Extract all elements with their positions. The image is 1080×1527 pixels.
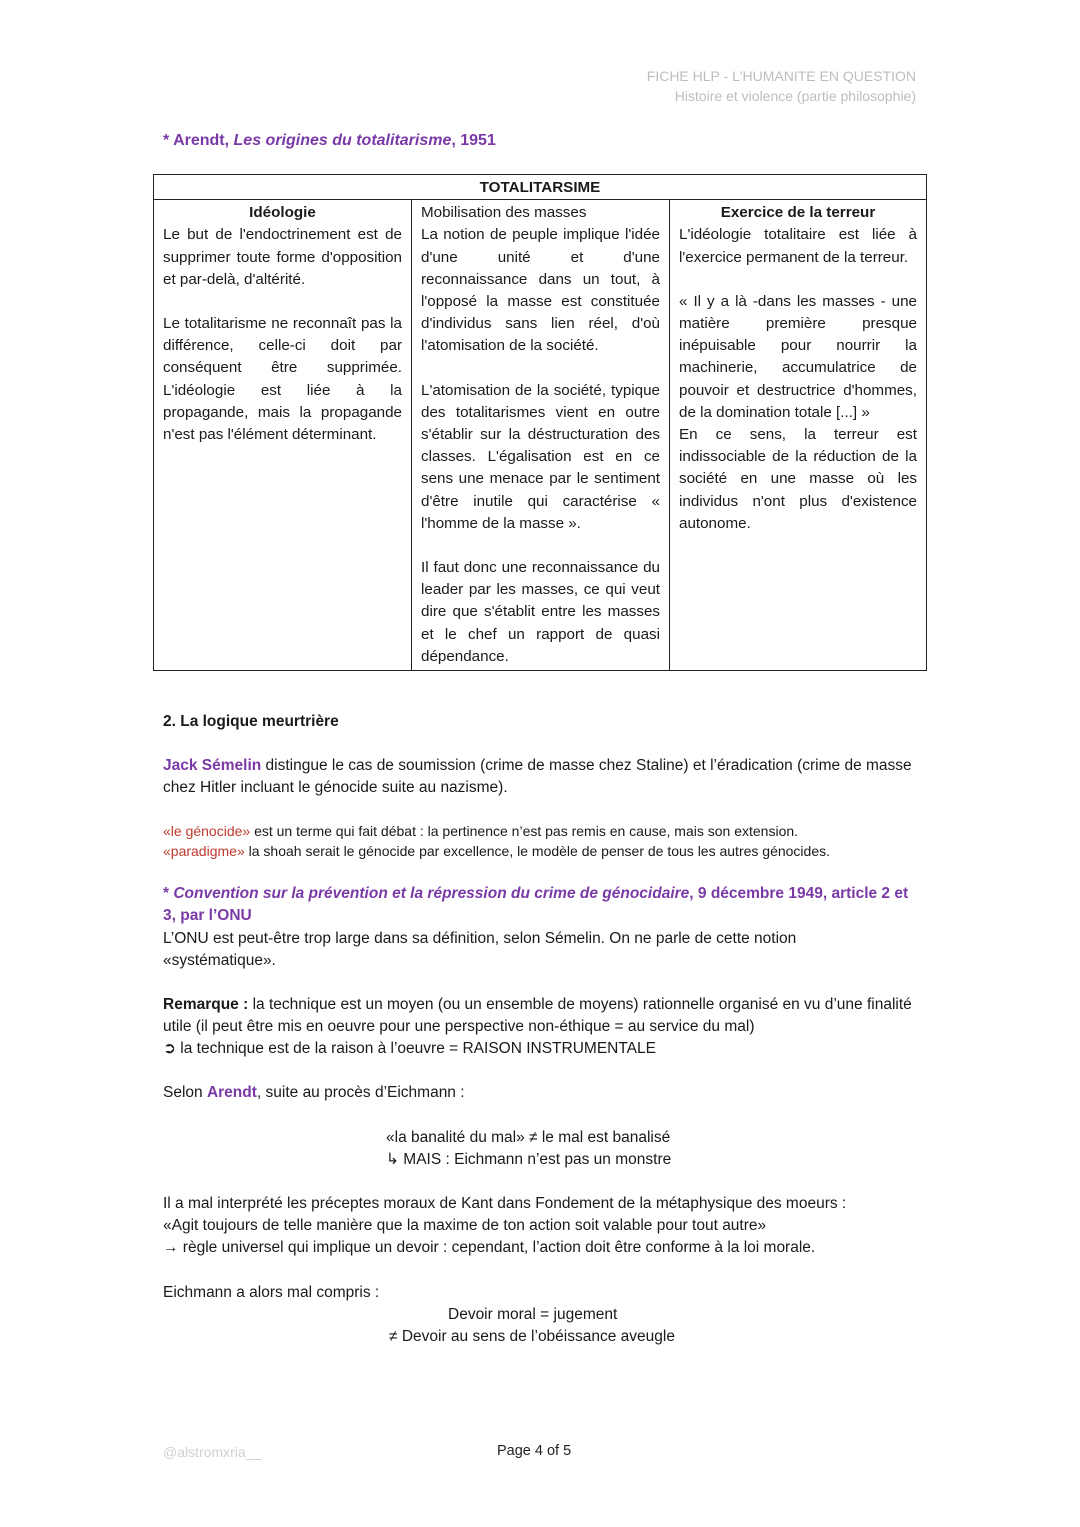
section-2-title: 2. La logique meurtrière: [163, 713, 339, 730]
header-title: FICHE HLP - L'HUMANITE EN QUESTION: [646, 68, 916, 84]
column-ideologie: [154, 200, 412, 671]
column-title: Idéologie: [249, 204, 316, 222]
onu-paragraph: L’ONU est peut-être trop large dans sa définition, selon Sémelin. On ne parle de cette notion «systématique».: [163, 930, 797, 969]
column-mobilisation: [412, 200, 670, 671]
definition-paradigme: «paradigme» la shoah serait le génocide par excellence, le modèle de penser de tous les autres génocides.: [163, 843, 830, 859]
raison-instrumentale: ➲ la technique est de la raison à l’oeuvre = RAISON INSTRUMENTALE: [163, 1040, 656, 1057]
semelin-name: Jack Sémelin: [163, 757, 262, 774]
kant-paragraph: Il a mal interprété les préceptes moraux de Kant dans Fondement de la métaphysique des moeurs : «Agit toujours de telle manière que la maxime de ton action soit valable pour tout autre» → règle universel qui implique un devoir : cependant, l’action doit être conforme à la loi morale.: [163, 1195, 847, 1256]
devoir-moral: Devoir moral = jugement: [448, 1306, 618, 1323]
devoir-obeissance: ≠ Devoir au sens de l’obéissance aveugle: [389, 1328, 675, 1345]
totalitarisme-table: [153, 174, 927, 671]
definition-genocide: «le génocide» est un terme qui fait débat : la pertinence n’est pas remis en cause, mais son extension.: [163, 823, 799, 839]
paragraph: « Il y a là -dans les masses - une matière première presque inépuisable pour nourrir la machinerie, accumulatrice de pouvoir et destructrice d'hommes, de la domination totale [...] »: [679, 292, 917, 421]
column-terreur: [670, 200, 927, 671]
table-title: TOTALITARSIME: [154, 175, 927, 200]
paragraph: En ce sens, la terreur est indissociable de la réduction de la société en une masse où les individus n'ont plus d'existence autonome.: [679, 426, 917, 532]
work-title: Les origines du totalitarisme: [233, 132, 452, 149]
column-title: Exercice de la terreur: [720, 204, 876, 222]
semelin-paragraph: Jack Sémelin distingue le cas de soumission (crime de masse chez Staline) et l’éradication (crime de masse chez Hitler incluant le génocide suite au nazisme).: [163, 757, 912, 796]
eichmann-intro: Eichmann a alors mal compris :: [163, 1284, 380, 1301]
page-number: Page 4 of 5: [497, 1443, 572, 1459]
paragraph: Le totalitarisme ne reconnaît pas la différence, celle-ci doit par conséquent être supprimée. L'idéologie est liée à la propagande, mais la propagande n'est pas l'élément déterminant.: [163, 315, 402, 444]
remarque-paragraph: Remarque : la technique est un moyen (ou un ensemble de moyens) rationnelle organisé en vu d’une finalité utile (il peut être mis en oeuvre pour une perspective non-éthique = au service du mal) ➲ la technique est de la raison à l’oeuvre = RAISON INSTRUMENTALE: [163, 996, 912, 1057]
paragraph: Le but de l'endoctrinement est de supprimer toute forme d'opposition et par-delà, d'altérité.: [163, 226, 402, 288]
selon-arendt: Selon Arendt, suite au procès d’Eichmann :: [163, 1084, 465, 1101]
column-title: Mobilisation des masses: [421, 204, 587, 222]
banalite-du-mal: «la banalité du mal» ≠ le mal est banalisé ↳ MAIS : Eichmann n’est pas un monstre: [386, 1129, 672, 1168]
paragraph: Il faut donc une reconnaissance du leader par les masses, ce qui veut dire que s'établit entre les masses et le chef un rapport de quasi dépendance.: [421, 559, 660, 665]
page-header: [647, 66, 916, 106]
paragraph: L'idéologie totalitaire est liée à l'exercice permanent de la terreur.: [679, 226, 917, 266]
paragraph: L'atomisation de la société, typique des totalitarismes vient en outre s'établir sur la déstructuration des classes. L'égalisation est en ce sens une menace par le sentiment d'être inutile qui caractérise « l'homme de la masse ».: [421, 381, 660, 532]
section-arendt-title: * Arendt, Les origines du totalitarisme, 1951: [163, 132, 496, 149]
convention-title: * Convention sur la prévention et la répression du crime de génocidaire, 9 décembre 1949, article 2 et 3, par l’ONU: [163, 885, 909, 924]
header-subtitle: Histoire et violence (partie philosophie): [674, 88, 916, 104]
paragraph: La notion de peuple implique l'idée d'une unité et d'une reconnaissance dans un tout, à l'opposé la masse est constituée d'individus sans lien réel, d'où l'atomisation de la société.: [421, 226, 660, 355]
author-handle: @alstromxria__: [163, 1444, 262, 1460]
